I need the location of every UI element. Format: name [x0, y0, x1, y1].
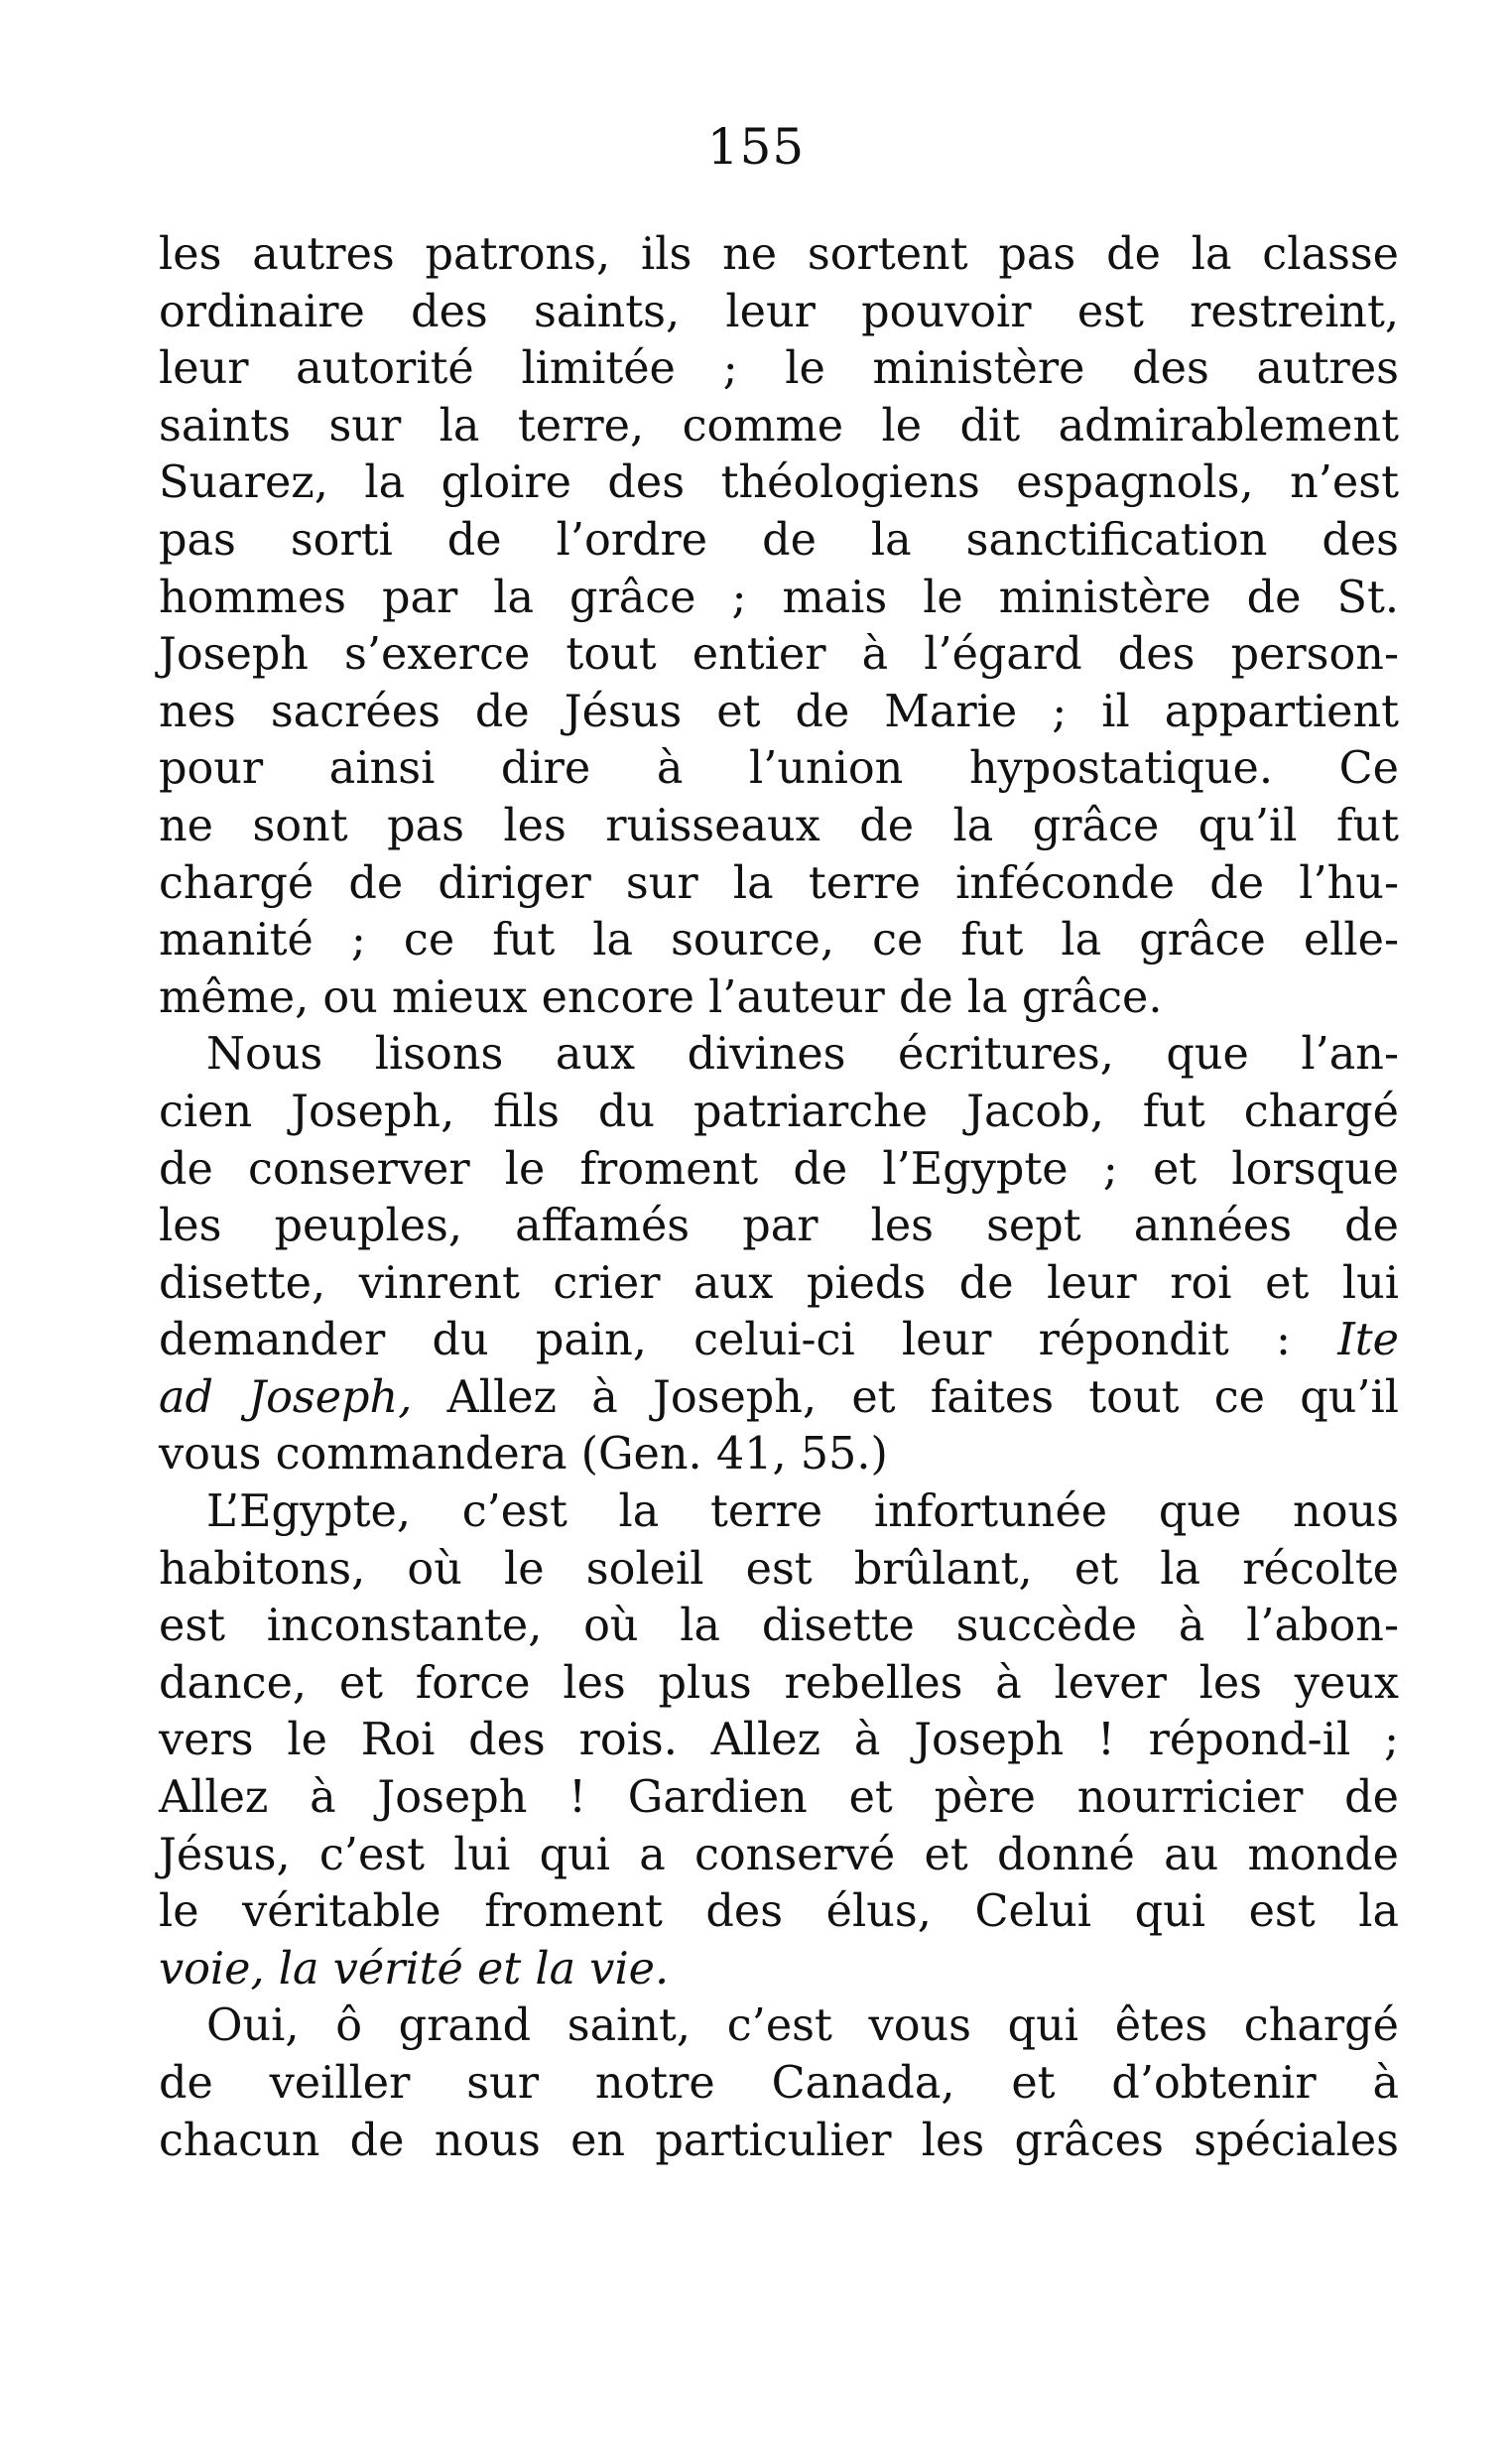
text-line: de veiller sur notre Canada, et d’obtenir à [159, 2058, 1399, 2109]
text-line: L’Egypte, c’est la terre infortunée que nous [206, 1486, 1399, 1538]
italic-text: voie, la vérité et la vie. [159, 1943, 670, 1995]
text-line: chacun de nous en particulier les grâces spéciales [159, 2115, 1399, 2166]
italic-text: ad Joseph, [159, 1371, 413, 1423]
text-line: disette, vinrent crier aux pieds de leur roi et lui [159, 1257, 1399, 1309]
text-line: pour ainsi dire à l’union hypostatique. Ce [159, 743, 1399, 795]
page-number: 155 [706, 118, 806, 176]
text-line: chargé de diriger sur la terre inféconde de l’hu- [159, 857, 1399, 909]
text-line: vers le Roi des rois. Allez à Joseph ! répond-il ; [159, 1715, 1399, 1766]
text-line: saints sur la terre, comme le dit admirablement [159, 400, 1399, 451]
text-line [159, 1312, 1399, 1369]
text-line: de conserver le froment de l’Egypte ; et lorsque [159, 1143, 1399, 1195]
text-line: habitons, où le soleil est brûlant, et la récolte [159, 1543, 1399, 1595]
text-line: les autres patrons, ils ne sortent pas de la classe [159, 229, 1399, 280]
text-segment: Allez à Joseph, et faites tout ce qu’il [446, 1371, 1399, 1423]
text-line: pas sorti de l’ordre de la sanctification des [159, 514, 1399, 566]
text-line: ne sont pas les ruisseaux de la grâce qu’il fut [159, 800, 1399, 851]
text-line: ordinaire des saints, leur pouvoir est restreint, [159, 286, 1399, 337]
text-line: Suarez, la gloire des théologiens espagnols, n’est [159, 457, 1399, 509]
text-line: Joseph s’exerce tout entier à l’égard des person- [159, 629, 1399, 681]
text-line: Allez à Joseph ! Gardien et père nourricier de [159, 1772, 1399, 1824]
text-line: nes sacrées de Jésus et de Marie ; il appartient [159, 686, 1399, 737]
text-line: manité ; ce fut la source, ce fut la grâce elle- [159, 915, 1399, 966]
text-line: Jésus, c’est lui qui a conservé et donné au monde [159, 1829, 1399, 1880]
text-segment: demander du pain, celui-ci leur répondit : [159, 1315, 1291, 1366]
text-line: dance, et force les plus rebelles à lever les yeux [159, 1657, 1399, 1709]
text-line [159, 1369, 1399, 1427]
text-line: cien Joseph, fils du patriarche Jacob, fut chargé [159, 1086, 1399, 1137]
text-line: Nous lisons aux divines écritures, que l’an- [206, 1029, 1399, 1081]
text-line: le véritable froment des élus, Celui qui est la [159, 1886, 1399, 1938]
text-line: les peuples, affamés par les sept années de [159, 1201, 1399, 1252]
text-line: vous commandera (Gen. 41, 55.) [159, 1429, 888, 1481]
text-line: hommes par la grâce ; mais le ministère de St. [159, 572, 1399, 623]
text-line: Oui, ô grand saint, c’est vous qui êtes chargé [206, 2000, 1399, 2052]
text-line: est inconstante, où la disette succède à l’abon- [159, 1601, 1399, 1652]
text-line: même, ou mieux encore l’auteur de la grâce. [159, 971, 1163, 1023]
text-line [159, 1941, 1399, 1998]
body-text [159, 226, 1399, 2169]
italic-text: Ite [1337, 1315, 1399, 1366]
text-line: leur autorité limitée ; le ministère des autres [159, 343, 1399, 395]
